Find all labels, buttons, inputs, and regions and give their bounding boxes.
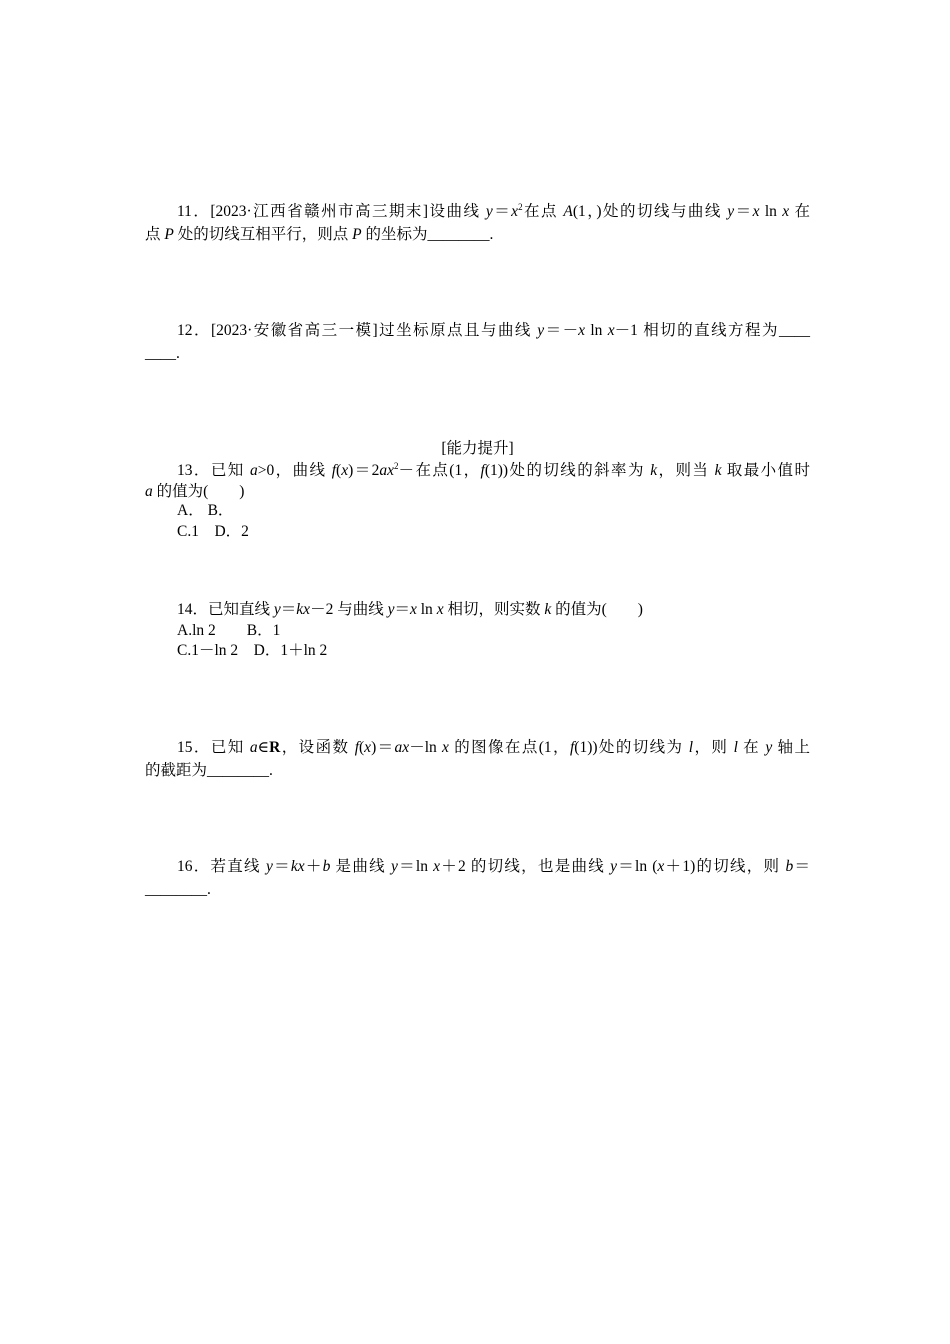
q11-line-1: 11．[2023·江西省赣州市高三期末]设曲线 $y=x^2$在点 A(1，)处的切线与曲线 y＝x ln x 在: [177, 202, 810, 220]
q14-line-1: 14．已知直线 y＝kx－2 与曲线 y＝x ln x 相切，则实数 k 的值为( ): [177, 601, 643, 618]
q13-line-1: 13．已知 a>0，曲线 $f(x)=2ax^2-$在点(1，f(1))处的切线的斜率为 k，则当 k 取最小值时: [177, 461, 810, 479]
q12-line-1: 12．[2023·安徽省高三一模]过坐标原点且与曲线 y＝－x ln x－1 相切的直线方程为____: [177, 322, 810, 339]
q13-options-cd: C.1 D．2: [177, 523, 249, 540]
q13-options-ab: A． B．: [177, 502, 234, 519]
q14-options-ab: A.ln 2 B．1: [177, 622, 281, 639]
q12-line-2: ____.: [145, 345, 180, 362]
q11-line-2: 点 P 处的切线互相平行，则点 P 的坐标为________.: [145, 226, 494, 243]
q14-options-cd: C.1－ln 2 D．1＋ln 2: [177, 642, 328, 659]
q15-line-1: 15．已知 a∈R，设函数 f(x)＝ax－ln x 的图像在点(1，f(1))处的切线为 l，则 l 在 y 轴上: [177, 739, 810, 756]
q13-line-2: a 的值为( ): [145, 483, 245, 500]
q16-line-2: ________.: [145, 881, 211, 898]
section-heading: [能力提升]: [441, 440, 514, 457]
q15-line-2: 的截距为________.: [145, 762, 273, 779]
q16-line-1: 16．若直线 y＝kx＋b 是曲线 y＝ln x＋2 的切线，也是曲线 y＝ln (x＋1)的切线，则 b＝: [177, 858, 810, 875]
